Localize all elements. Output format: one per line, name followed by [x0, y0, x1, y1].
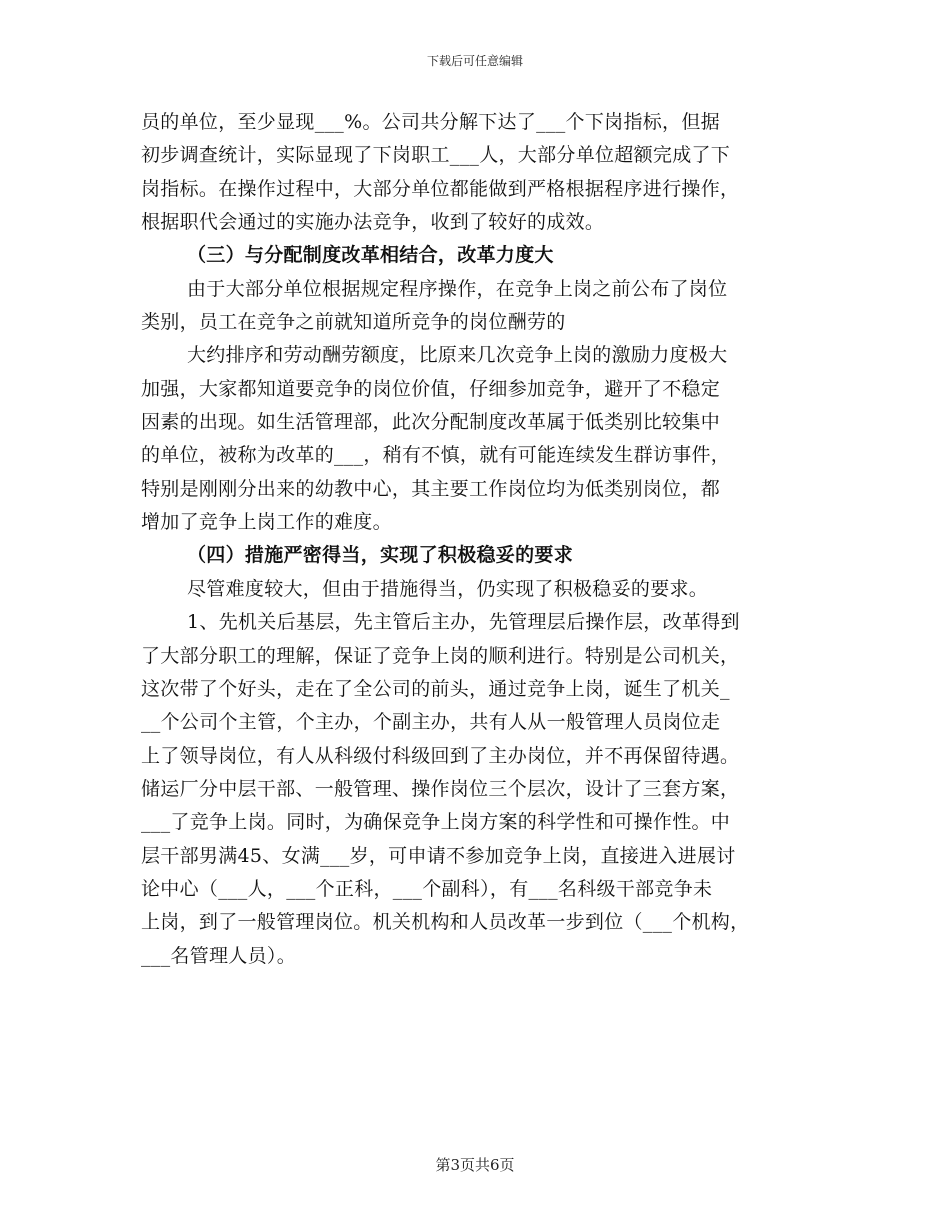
text-line: ___了竞争上岗。同时，为确保竞争上岗方案的科学性和可操作性。中 [141, 811, 731, 834]
section-heading: （三）与分配制度改革相结合，改革力度大 [187, 244, 554, 267]
text-line: 上岗，到了一般管理岗位。机关机构和人员改革一步到位（___个机构， [141, 911, 750, 934]
text-line: 特别是刚刚分出来的幼教中心，其主要工作岗位均为低类别岗位，都 [141, 477, 721, 500]
text-line: 储运厂分中层干部、一般管理、操作岗位三个层次，设计了三套方案， [141, 777, 740, 800]
text-line: 1、先机关后基层，先主管后主办，先管理层后操作层，改革得到 [187, 611, 740, 634]
text-line: 论中心（___人，___个正科，___个副科），有___名科级干部竞争未 [141, 877, 713, 900]
text-line: 加强，大家都知道要竞争的岗位价值，仔细参加竞争，避开了不稳定 [141, 377, 721, 400]
text-line: 由于大部分单位根据规定程序操作，在竞争上岗之前公布了岗位 [187, 277, 728, 300]
text-line: 大约排序和劳动酬劳额度，比原来几次竞争上岗的激励力度极大 [187, 344, 728, 367]
page-header: 下载后可任意编辑 [426, 54, 523, 68]
text-line: __个公司个主管，个主办，个副主办，共有人从一般管理人员岗位走 [141, 711, 721, 734]
document-body [141, 106, 809, 973]
text-line: 上了领导岗位，有人从科级付科级回到了主办岗位，并不再保留待遇。 [141, 744, 740, 767]
text-line: 增加了竞争上岗工作的难度。 [141, 511, 392, 534]
page-number: 第3页共6页 [435, 1156, 515, 1174]
text-line: 了大部分职工的理解，保证了竞争上岗的顺利进行。特别是公司机关， [141, 644, 740, 667]
section-heading: （四）措施严密得当，实现了积极稳妥的要求 [187, 544, 574, 567]
text-line: 员的单位，至少显现___%。公司共分解下达了___个下岗指标，但据 [141, 111, 720, 133]
text-line: 类别，员工在竞争之前就知道所竞争的岗位酬劳的 [141, 311, 566, 334]
text-line: 岗指标。在操作过程中，大部分单位都能做到严格根据程序进行操作， [141, 177, 740, 200]
text-line: 层干部男满45、女满___岁，可申请不参加竞争上岗，直接进入进展讨 [141, 844, 736, 867]
text-line: 初步调查统计，实际显现了下岗职工___人，大部分单位超额完成了下 [141, 144, 731, 167]
text-line: 的单位，被称为改革的___，稍有不慎，就有可能连续发生群访事件， [141, 444, 731, 467]
text-line: 因素的出现。如生活管理部，此次分配制度改革属于低类别比较集中 [141, 411, 721, 434]
text-line: 根据职代会通过的实施办法竞争，收到了较好的成效。 [141, 211, 605, 234]
text-line: ___名管理人员）。 [141, 944, 297, 967]
text-line: 这次带了个好头，走在了全公司的前头，通过竞争上岗，诞生了机关_ [141, 677, 730, 700]
text-line: 尽管难度较大，但由于措施得当，仍实现了积极稳妥的要求。 [187, 577, 709, 600]
